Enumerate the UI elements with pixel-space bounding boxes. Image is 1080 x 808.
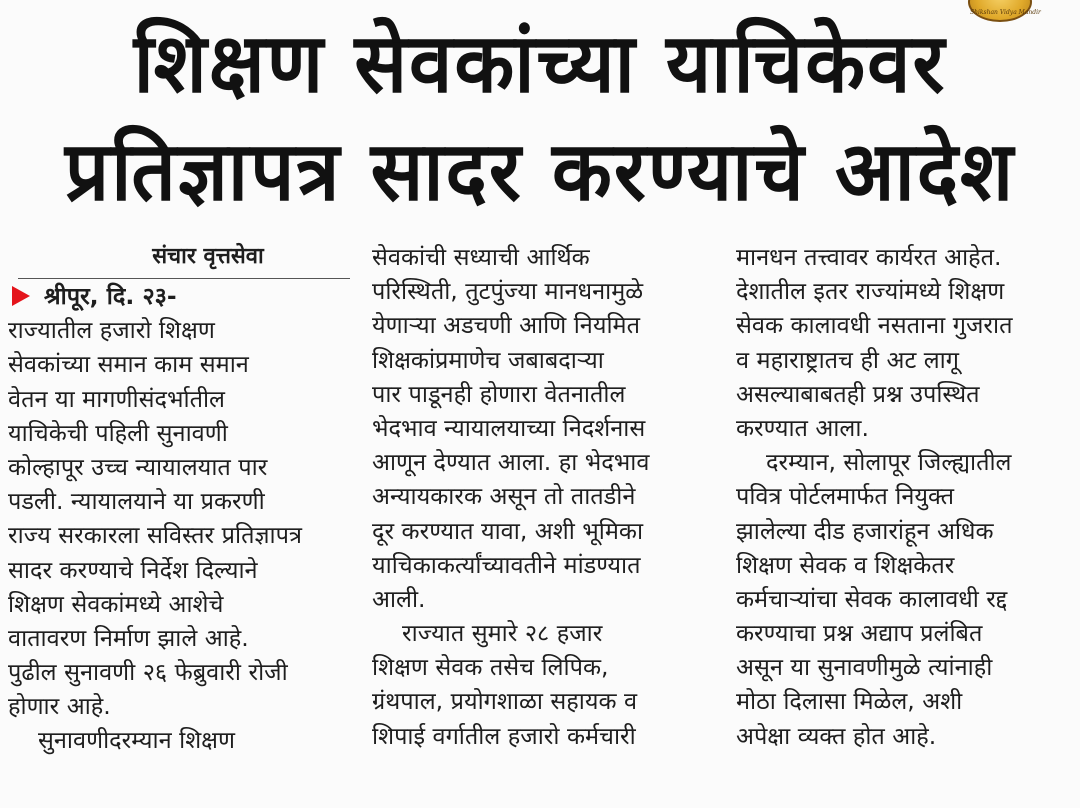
article-line: सेवकांची सध्याची आर्थिक <box>372 243 590 271</box>
article-line: राज्यातील हजारो शिक्षण <box>8 316 215 345</box>
article-line: झालेल्या दीड हजारांहून अधिक <box>736 516 994 545</box>
article-line: अपेक्षा व्यक्त होत आहे. <box>736 721 937 750</box>
article-line: वेतन या मागणीसंदर्भातील <box>8 384 225 413</box>
article-line: आली. <box>372 584 426 613</box>
article-line: येणाऱ्या अडचणी आणि नियमित <box>372 311 641 340</box>
headline-line-1: शिक्षण सेवकांच्या याचिकेवर <box>133 16 947 112</box>
article-line: वातावरण निर्माण झाले आहे. <box>8 623 249 652</box>
article-line: ग्रंथपाल, प्रयोगशाळा सहायक व <box>372 687 638 716</box>
byline: संचार वृत्तसेवा <box>152 244 264 269</box>
article-line: असून या सुनावणीमुळे त्यांनाही <box>736 653 993 682</box>
article-line: याचिकाकर्त्यांच्यावतीने मांडण्यात <box>372 550 641 579</box>
article-line: पार पाडूनही होणारा वेतनातील <box>372 379 626 408</box>
dateline-text: श्रीपूर, दि. २३- <box>44 282 177 310</box>
article-line: सेवक कालावधी नसताना गुजरात <box>736 311 1013 340</box>
article-line: पुढील सुनावणी २६ फेब्रुवारी रोजी <box>8 658 288 687</box>
article-line: शिक्षण सेवक व शिक्षकेतर <box>736 550 955 579</box>
article-line: सेवकांच्या समान काम समान <box>8 350 249 379</box>
seal-text: Shikshan Vidya Mandir <box>970 9 1041 16</box>
article-line: राज्यात सुमारे २८ हजार <box>402 619 603 648</box>
article-column-3 <box>736 240 1066 753</box>
article-line: कर्मचाऱ्यांचा सेवक कालावधी रद्द <box>736 584 1008 613</box>
article-line: कोल्हापूर उच्च न्यायालयात पार <box>8 452 268 481</box>
article-column-1 <box>8 240 343 758</box>
dateline <box>8 279 343 313</box>
article-line: भेदभाव न्यायालयाच्या निदर्शनास <box>372 413 646 442</box>
article-line: शिपाई वर्गातील हजारो कर्मचारी <box>372 721 636 750</box>
red-triangle-icon <box>12 286 30 306</box>
article-line: असल्याबाबतही प्रश्न उपस्थित <box>736 379 980 408</box>
article-line: सुनावणीदरम्यान शिक्षण <box>38 726 236 755</box>
article-line: दूर करण्यात यावा, अशी भूमिका <box>372 516 644 545</box>
article-line: शिक्षण सेवकांमध्ये आशेचे <box>8 589 224 618</box>
article-line: देशातील इतर राज्यांमध्ये शिक्षण <box>736 277 1005 306</box>
article-line: मानधन तत्त्वावर कार्यरत आहेत. <box>736 243 1002 271</box>
article-line: राज्य सरकारला सविस्तर प्रतिज्ञापत्र <box>8 521 302 550</box>
article-line: पडली. न्यायालयाने या प्रकरणी <box>8 487 265 516</box>
article-line: दरम्यान, सोलापूर जिल्ह्यातील <box>766 448 1012 477</box>
article-line: सादर करण्याचे निर्देश दिल्याने <box>8 555 258 584</box>
article-line: शिक्षकांप्रमाणेच जबाबदाऱ्या <box>372 345 604 374</box>
article-line: पवित्र पोर्टलमार्फत नियुक्त <box>736 482 955 511</box>
article-line: आणून देण्यात आला. हा भेदभाव <box>372 448 650 477</box>
article-line: अन्यायकारक असून तो तातडीने <box>372 482 636 511</box>
article-line: होणार आहे. <box>8 692 111 721</box>
article-line: करण्यात आला. <box>736 413 869 442</box>
article-line: परिस्थिती, तुटपुंज्या मानधनामुळे <box>372 277 644 306</box>
article-line: व महाराष्ट्रातच ही अट लागू <box>736 345 960 374</box>
article-column-2 <box>372 240 712 753</box>
article-line: शिक्षण सेवक तसेच लिपिक, <box>372 653 609 682</box>
headline-line-2: प्रतिज्ञापत्र सादर करण्याचे आदेश <box>64 124 1016 220</box>
article-line: याचिकेची पहिली सुनावणी <box>8 418 228 447</box>
article-line: करण्याचा प्रश्न अद्याप प्रलंबित <box>736 619 983 648</box>
article-line: मोठा दिलासा मिळेल, अशी <box>736 687 963 716</box>
